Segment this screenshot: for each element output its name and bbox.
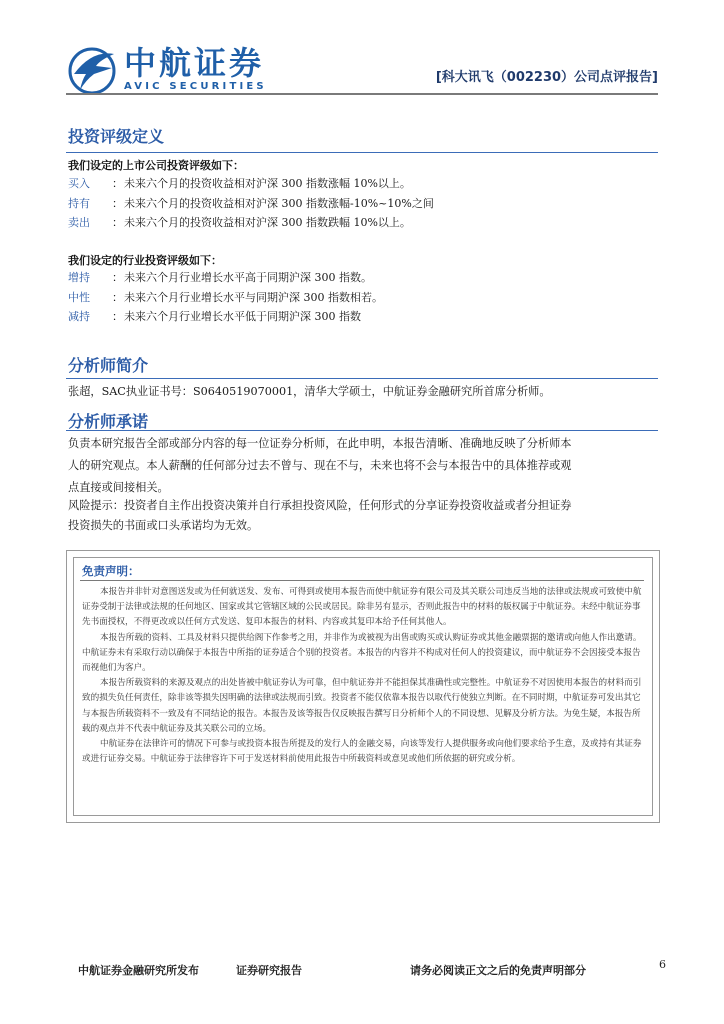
promise-heading-rule bbox=[66, 430, 658, 431]
rating-heading: 投资评级定义 bbox=[68, 127, 165, 146]
industry-row-overweight: 增持 ：未来六个月行业增长水平高于同期沪深 300 指数。 bbox=[68, 269, 372, 287]
rating-key: 增持 bbox=[68, 271, 90, 284]
rating-key: 持有 bbox=[68, 197, 90, 210]
disclaimer-body bbox=[82, 585, 642, 767]
rating-key: 中性 bbox=[68, 291, 90, 304]
rating-desc: 未来六个月行业增长水平与同期沪深 300 指数相若。 bbox=[124, 291, 383, 304]
company-rating-subheading: 我们设定的上市公司投资评级如下： bbox=[68, 159, 244, 172]
rating-key: 买入 bbox=[68, 177, 90, 190]
disclaimer-title: 免责声明： bbox=[82, 564, 140, 578]
disclaimer-paragraph: 本报告所载的资料、工具及材料只提供给阁下作参考之用，并非作为或被视为出售或购买或认购证券或其他金融票据的邀请或向他人作出邀请。中航证券未有采取行动以确保于本报告中所指的证券适合个别的投资者。本报告的内容并不构成对任何人的投资建议，而中航证券不会因接受本报告而视他们为客户。 bbox=[82, 632, 642, 674]
rating-desc: 未来六个月的投资收益相对沪深 300 指数涨幅 10%以上。 bbox=[124, 177, 411, 190]
analyst-heading-rule bbox=[66, 378, 658, 379]
industry-rating-subheading: 我们设定的行业投资评级如下： bbox=[68, 254, 222, 267]
header-divider bbox=[66, 93, 658, 95]
analyst-bio: 张超，SAC执业证书号：S0640519070001，清华大学硕士，中航证券金融研究所首席分析师。 bbox=[68, 385, 551, 398]
industry-row-neutral: 中性 ：未来六个月行业增长水平与同期沪深 300 指数相若。 bbox=[68, 289, 383, 307]
industry-row-underweight: 减持 ：未来六个月行业增长水平低于同期沪深 300 指数 bbox=[68, 308, 361, 326]
disclaimer-rule bbox=[80, 580, 644, 581]
promise-line-1: 负责本研究报告全部或部分内容的每一位证券分析师，在此申明，本报告清晰、准确地反映了分析师本 bbox=[68, 437, 572, 450]
footer-report-type: 证券研究报告 bbox=[236, 964, 302, 977]
rating-heading-rule bbox=[66, 152, 658, 153]
disclaimer-paragraph: 中航证券在法律许可的情况下可参与或投资本报告所提及的发行人的金融交易，向该等发行人提供服务或向他们要求给予生意，及或持有其证券或进行证券交易。中航证券于法律容许下可于发送材料前使用此报告中所载资料或意见或他们所依据的研究或分析。 bbox=[82, 739, 642, 765]
footer-publisher: 中航证券金融研究所发布 bbox=[78, 964, 199, 977]
disclaimer-paragraph: 本报告并非针对意图送发或为任何就送发、发布、可得到或使用本报告而使中航证券有限公司及其关联公司违反当地的法律或法规或可致使中航证券受制于法律或法规的任何地区、国家或其它管辖区域的公民或居民。除非另有显示，否则此报告中的材料的版权属于中航证券。未经中航证券事先书面授权，不得更改或以任何方式发送、复印本报告的材料、内容或其复印本给予任何其他人。 bbox=[82, 587, 642, 628]
promise-line-2: 人的研究观点。本人薪酬的任何部分过去不曾与、现在不与，未来也将不会与本报告中的具体推荐或观 bbox=[68, 459, 572, 472]
rating-key: 卖出 bbox=[68, 216, 90, 229]
risk-line-2: 投资损失的书面或口头承诺均为无效。 bbox=[68, 519, 259, 532]
rating-desc: 未来六个月的投资收益相对沪深 300 指数涨幅-10%~10%之间 bbox=[124, 197, 434, 210]
rating-desc: 未来六个月的投资收益相对沪深 300 指数跌幅 10%以上。 bbox=[124, 216, 411, 229]
avic-plane-logo-icon bbox=[66, 44, 118, 96]
risk-line-1: 风险提示：投资者自主作出投资决策并自行承担投资风险，任何形式的分享证券投资收益或者分担证券 bbox=[68, 499, 572, 512]
page-number: 6 bbox=[659, 958, 666, 971]
analyst-heading: 分析师简介 bbox=[68, 356, 149, 375]
logo-chinese: 中航证券 bbox=[124, 44, 265, 82]
footer-notice: 请务必阅读正文之后的免责声明部分 bbox=[410, 964, 586, 977]
rating-key: 减持 bbox=[68, 310, 90, 323]
rating-desc: 未来六个月行业增长水平低于同期沪深 300 指数 bbox=[124, 310, 361, 323]
promise-line-3: 点直接或间接相关。 bbox=[68, 481, 169, 494]
rating-row-sell: 卖出 ：未来六个月的投资收益相对沪深 300 指数跌幅 10%以上。 bbox=[68, 214, 411, 232]
rating-row-buy: 买入 ：未来六个月的投资收益相对沪深 300 指数涨幅 10%以上。 bbox=[68, 175, 411, 193]
rating-row-hold: 持有 ：未来六个月的投资收益相对沪深 300 指数涨幅-10%~10%之间 bbox=[68, 195, 434, 213]
report-title: [科大讯飞（002230）公司点评报告] bbox=[435, 70, 658, 85]
rating-desc: 未来六个月行业增长水平高于同期沪深 300 指数。 bbox=[124, 271, 372, 284]
promise-heading: 分析师承诺 bbox=[68, 412, 149, 431]
logo-badge-text: AVIC bbox=[88, 79, 104, 86]
disclaimer-paragraph: 本报告所载资料的来源及观点的出处皆被中航证券认为可靠，但中航证券并不能担保其准确性或完整性。中航证券不对因使用本报告的材料而引致的损失负任何责任，除非该等损失因明确的法律或法规而引致。投资者不能仅依靠本报告以取代行使独立判断。在不同时期，中航证券可发出其它与本报告所载资料不一致及有不同结论的报告。本报告及该等报告仅反映报告撰写日分析师个人的不同设想、见解及分析方法。为免生疑，本报告所载的观点并不代表中航证券及其关联公司的立场。 bbox=[82, 678, 642, 734]
logo-english: AVIC SECURITIES bbox=[124, 81, 267, 92]
